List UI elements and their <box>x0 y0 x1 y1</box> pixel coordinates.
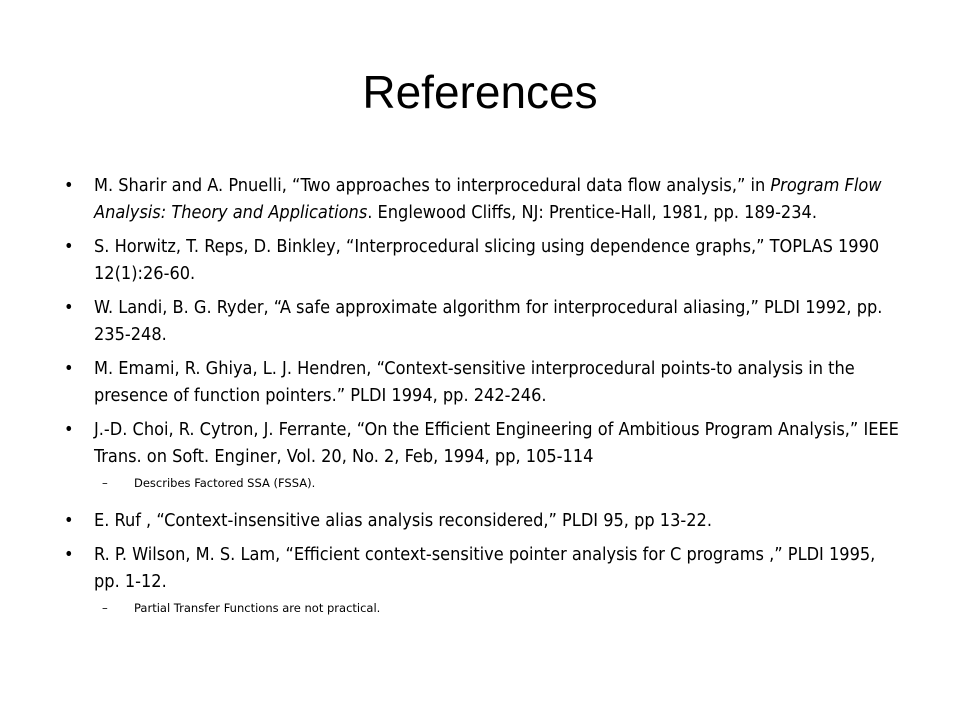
bullet-icon: • <box>64 510 74 531</box>
bullet-icon: • <box>64 544 74 565</box>
references-list <box>64 172 900 632</box>
reference-item-1 <box>64 172 900 226</box>
reference-item-7 <box>64 541 900 595</box>
reference-text-3: W. Landi, B. G. Ryder, “A safe approximate algorithm for interprocedural aliasing,” PLDI 1992, pp. 235-248. <box>94 297 883 345</box>
reference-text-1b: . Englewood Cliffs, NJ: Prentice-Hall, 1981, pp. 189-234. <box>367 202 817 223</box>
bullet-icon: • <box>64 236 74 257</box>
reference-text-4: M. Emami, R. Ghiya, L. J. Hendren, “Context-sensitive interprocedural points-to analysis in the presence of function pointers.” PLDI 1994, pp. 242-246. <box>94 358 855 406</box>
reference-text-2: S. Horwitz, T. Reps, D. Binkley, “Interprocedural slicing using dependence graphs,” TOPLAS 1990 12(1):26-60. <box>94 236 880 284</box>
bullet-icon: • <box>64 175 74 196</box>
reference-item-4 <box>64 355 900 409</box>
reference-text-1a: M. Sharir and A. Pnuelli, “Two approaches to interprocedural data flow analysis,” in <box>94 175 771 196</box>
reference-subitem-7 <box>64 598 900 618</box>
reference-text-5: J.-D. Choi, R. Cytron, J. Ferrante, “On the Efficient Engineering of Ambitious Program Analysis,” IEEE Trans. on Soft. Enginer, Vol. 20, No. 2, Feb, 1994, pp, 105-114 <box>94 419 899 467</box>
reference-item-6 <box>64 507 900 534</box>
slide-title: References <box>362 66 598 118</box>
reference-subitem-5 <box>64 473 900 493</box>
reference-subtext-5: Describes Factored SSA (FSSA). <box>134 476 316 490</box>
bullet-icon: • <box>64 419 74 440</box>
reference-item-3 <box>64 294 900 348</box>
dash-icon: – <box>102 476 108 490</box>
bullet-icon: • <box>64 297 74 318</box>
reference-text-6: E. Ruf , “Context-insensitive alias analysis reconsidered,” PLDI 95, pp 13-22. <box>94 510 712 531</box>
bullet-icon: • <box>64 358 74 379</box>
reference-item-5 <box>64 416 900 470</box>
reference-book-title: Program Flow Analysis: Theory and Applications <box>94 175 882 223</box>
reference-subtext-7: Partial Transfer Functions are not practical. <box>134 601 381 615</box>
dash-icon: – <box>102 601 108 615</box>
reference-item-2 <box>64 233 900 287</box>
reference-text-7: R. P. Wilson, M. S. Lam, “Efficient context-sensitive pointer analysis for C programs ,” PLDI 1995, pp. 1-12. <box>94 544 876 592</box>
